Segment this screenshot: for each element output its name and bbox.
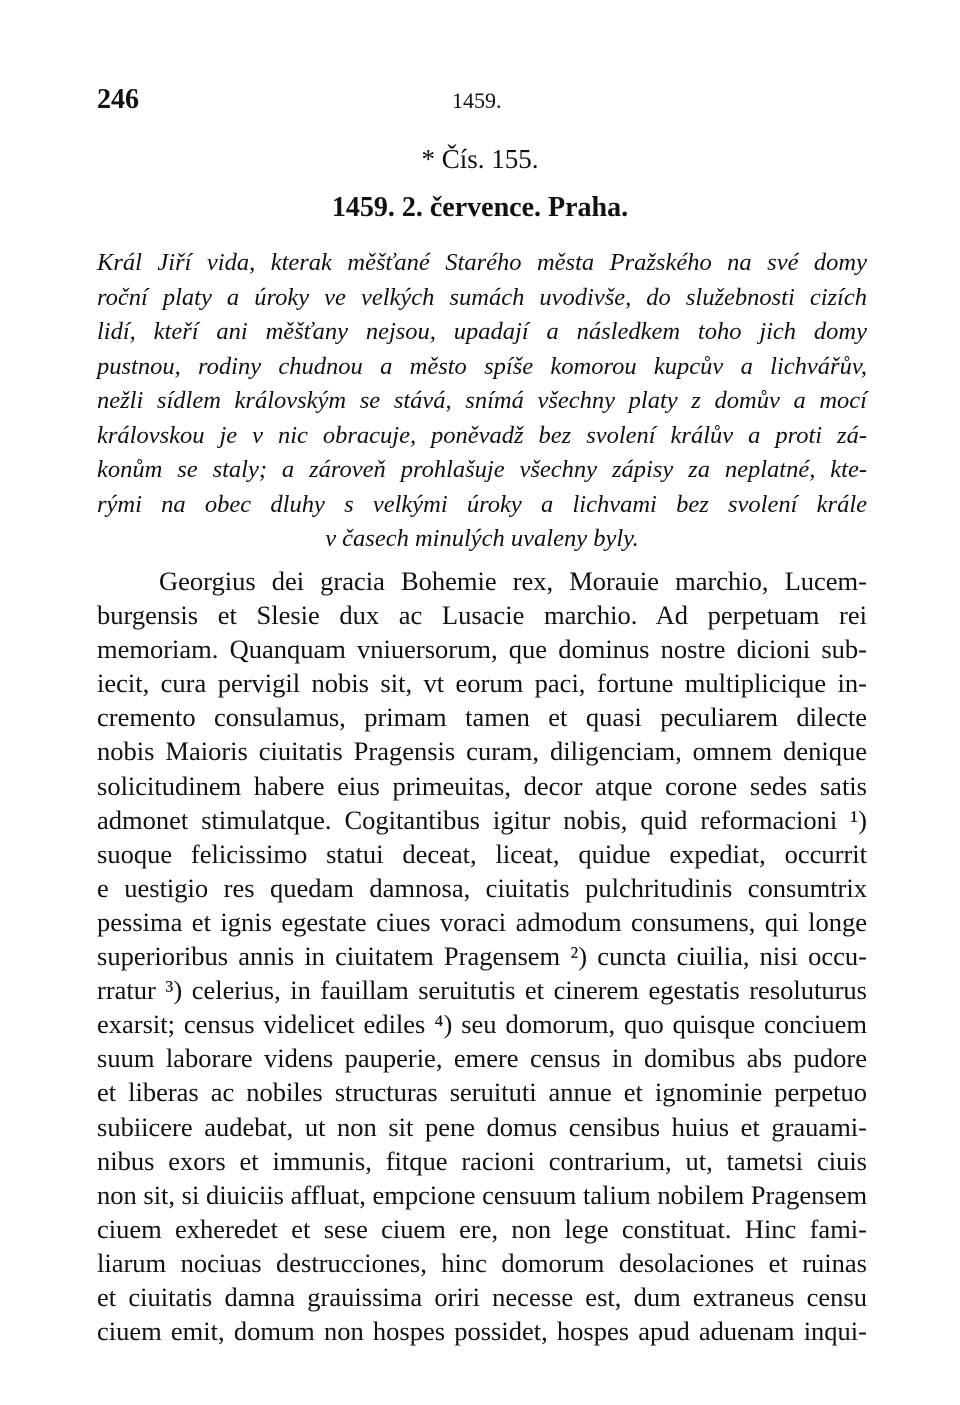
body-line: rratur ³) celerius, in fauillam seruitutis et cinerem egestatis resoluturus bbox=[97, 975, 867, 1006]
body-line: Georgius dei gracia Bohemie rex, Morauie marchio, Lucem- bbox=[159, 566, 867, 596]
running-head: 1459. bbox=[452, 88, 502, 113]
body-line: ciuem exheredet et sese ciuem ere, non lege constituat. Hinc fami- bbox=[97, 1213, 867, 1244]
regest-line: královskou je v nic obracuje, poněvadž bez svolení králův a proti zá- bbox=[97, 421, 867, 449]
body-line: solicitudinem habere eius primeuitas, decor atque corone sedes satis bbox=[97, 770, 867, 801]
body-line: et ciuitatis damna grauissima oriri necesse est, dum extraneus censu bbox=[97, 1281, 867, 1312]
body-line: cremento consulamus, primam tamen et quasi peculiarem dilecte bbox=[97, 702, 867, 733]
regest-line: lidí, kteří ani měšťany nejsou, upadají a následkem toho jich domy bbox=[97, 318, 867, 345]
regest-line: roční platy a úroky ve velkých sumách uvodivše, do služebnosti cizích bbox=[97, 283, 867, 311]
body-line: superioribus annis in ciuitatem Pragensem ²) cuncta ciuilia, nisi occu- bbox=[97, 941, 867, 972]
body-line: ciuem emit, domum non hospes possidet, hospes apud aduenam inqui- bbox=[97, 1316, 867, 1347]
page-number: 246 bbox=[97, 84, 139, 115]
regest-line: rými na obec dluhy s velkými úroky a lichvami bez svolení krále bbox=[97, 490, 867, 518]
body-line: suum laborare videns pauperie, emere census in domibus abs pudore bbox=[97, 1043, 867, 1074]
regest-line: konům se staly; a zároveň prohlašuje všechny zápisy za neplatné, kte- bbox=[97, 456, 867, 483]
body-line: nibus exors et immunis, fitque racioni contrarium, ut, tametsi ciuis bbox=[97, 1145, 867, 1176]
body-line: exarsit; census videlicet ediles ⁴) seu domorum, quo quisque conciuem bbox=[97, 1009, 867, 1040]
body-line: et liberas ac nobiles structuras seruituti annue et ignominie perpetuo bbox=[97, 1077, 867, 1108]
body-line: liarum nociuas destrucciones, hinc domorum desolaciones et ruinas bbox=[97, 1247, 867, 1278]
body-line: burgensis et Slesie dux ac Lusacie marchio. Ad perpetuam rei bbox=[97, 600, 867, 631]
body-line: suoque felicissimo statui deceat, liceat, quidue expediat, occurrit bbox=[97, 838, 867, 869]
regest-line: Král Jiří vida, kterak měšťané Starého města Pražského na své domy bbox=[97, 249, 867, 276]
body-line: subiicere audebat, ut non sit pene domus censibus huius et grauami- bbox=[97, 1111, 867, 1142]
body-line: iecit, cura pervigil nobis sit, vt eorum paci, fortune multiplicique in- bbox=[97, 668, 867, 699]
body-line: pessima et ignis egestate ciues voraci admodum consumens, qui longe bbox=[97, 906, 867, 937]
document-dateline: 1459. 2. července. Praha. bbox=[331, 192, 629, 223]
charter-text bbox=[97, 564, 867, 1348]
regest-line: v časech minulých uvaleny byly. bbox=[325, 525, 639, 552]
document-number: * Čís. 155. bbox=[421, 144, 539, 174]
regest-summary bbox=[97, 246, 867, 557]
body-line: nobis Maioris ciuitatis Pragensis curam, diligenciam, omnem denique bbox=[97, 736, 867, 767]
regest-line: nežli sídlem královským se stává, snímá všechny platy z domův a mocí bbox=[97, 387, 867, 414]
body-line: e uestigio res quedam damnosa, ciuitatis pulchritudinis consumtrix bbox=[97, 872, 867, 903]
body-line: memoriam. Quanquam vniuersorum, que dominus nostre dicioni sub- bbox=[97, 634, 867, 665]
regest-line: pustnou, rodiny chudnou a město spíše komorou kupcův a lichvářův, bbox=[97, 352, 867, 380]
body-line: non sit, si diuiciis affluat, empcione censuum talium nobilem Pragensem bbox=[97, 1179, 868, 1210]
body-line: admonet stimulatque. Cogitantibus igitur nobis, quid reformacioni ¹) bbox=[97, 804, 867, 835]
